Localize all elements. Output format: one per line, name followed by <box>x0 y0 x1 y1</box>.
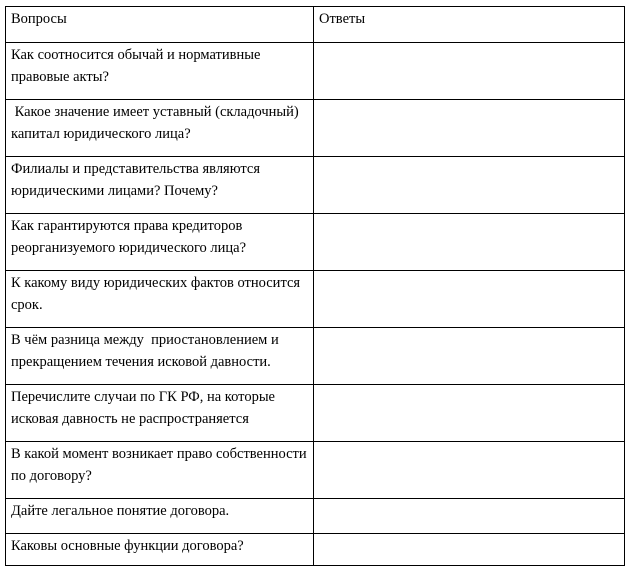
table-row <box>6 157 625 214</box>
table-row <box>6 328 625 385</box>
question-text: К какому виду юридических фактов относится срок. <box>11 275 304 313</box>
question-text: Как гарантируются права кредиторов реорганизуемого юридического лица? <box>11 218 247 256</box>
table-row <box>6 442 625 499</box>
answer-cell[interactable] <box>314 214 625 271</box>
answer-cell[interactable] <box>314 157 625 214</box>
question-cell <box>6 271 314 328</box>
question-cell <box>6 385 314 442</box>
header-questions: Вопросы <box>6 7 314 43</box>
answer-cell[interactable] <box>314 271 625 328</box>
question-cell <box>6 328 314 385</box>
question-text: В чём разница между приостановлением и прекращением течения исковой давности. <box>11 332 283 370</box>
table-row <box>6 43 625 100</box>
answer-cell[interactable] <box>314 100 625 157</box>
question-cell <box>6 157 314 214</box>
table-header-row <box>6 7 625 43</box>
header-answers: Ответы <box>314 7 625 43</box>
question-cell <box>6 100 314 157</box>
question-text: Какое значение имеет уставный (складочный) капитал юридического лица? <box>11 104 303 142</box>
answer-cell[interactable] <box>314 499 625 534</box>
answer-cell[interactable] <box>314 43 625 100</box>
answer-cell[interactable] <box>314 328 625 385</box>
table-row <box>6 271 625 328</box>
question-cell <box>6 442 314 499</box>
answer-cell[interactable] <box>314 385 625 442</box>
question-text: Перечислите случаи по ГК РФ, на которые исковая давность не распространяется <box>11 389 279 427</box>
questions-answers-table <box>5 6 625 566</box>
question-text: В какой момент возникает право собственности по договору? <box>11 446 311 484</box>
answer-cell[interactable] <box>314 442 625 499</box>
table-row <box>6 534 625 566</box>
question-cell <box>6 499 314 534</box>
answer-cell[interactable] <box>314 534 625 566</box>
question-text: Как соотносится обычай и нормативные правовые акты? <box>11 47 265 85</box>
table-row <box>6 499 625 534</box>
table-row <box>6 385 625 442</box>
question-cell <box>6 43 314 100</box>
question-cell <box>6 534 314 566</box>
question-cell <box>6 214 314 271</box>
question-text: Филиалы и представительства являются юридическими лицами? Почему? <box>11 161 264 199</box>
question-text: Дайте легальное понятие договора. <box>11 503 230 519</box>
table-row <box>6 100 625 157</box>
question-text: Каковы основные функции договора? <box>11 538 244 554</box>
table-row <box>6 214 625 271</box>
